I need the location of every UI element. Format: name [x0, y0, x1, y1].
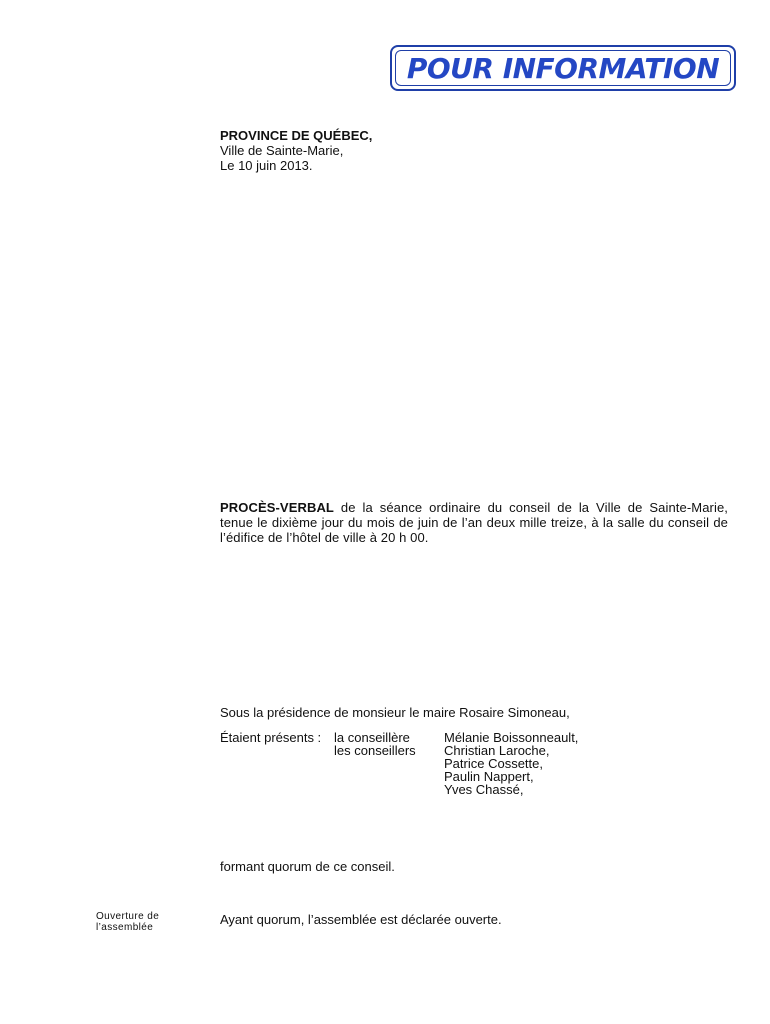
minutes-lead: PROCÈS-VERBAL [220, 500, 334, 515]
role-item: les conseillers [334, 743, 416, 758]
margin-note-opening [96, 911, 159, 933]
member-item: Paulin Nappert, [444, 769, 534, 784]
stamp-text: POUR INFORMATION [406, 51, 720, 85]
minutes-body: de la séance ordinaire du conseil de la Ville de Sainte-Marie, tenue le dixième jour du mois de juin de l’an deux mille treize, à la salle du conseil de l’édifice de l’hôtel de ville à 20 h 00. [220, 500, 728, 545]
role-item: la conseillère [334, 730, 410, 745]
document-header [220, 128, 372, 173]
member-item: Patrice Cossette, [444, 756, 543, 771]
quorum-line: formant quorum de ce conseil. [220, 859, 395, 874]
member-item: Yves Chassé, [444, 782, 524, 797]
presidency-line: Sous la présidence de monsieur le maire Rosaire Simoneau, [220, 705, 570, 720]
margin-note-line: l’assemblée [96, 922, 154, 933]
date-line: Le 10 juin 2013. [220, 158, 313, 173]
minutes-paragraph [220, 500, 728, 545]
opening-statement: Ayant quorum, l’assemblée est déclarée ouverte. [220, 912, 502, 927]
city-line: Ville de Sainte-Marie, [220, 143, 344, 158]
attendance-roles [334, 731, 416, 757]
province-line: PROVINCE DE QUÉBEC, [220, 128, 373, 143]
pour-information-stamp [390, 45, 736, 91]
member-item: Mélanie Boissonneault, [444, 730, 579, 745]
attendance-label: Étaient présents : [220, 730, 322, 745]
margin-note-line: Ouverture de [96, 911, 160, 922]
attendance-members [444, 731, 578, 796]
member-item: Christian Laroche, [444, 743, 550, 758]
